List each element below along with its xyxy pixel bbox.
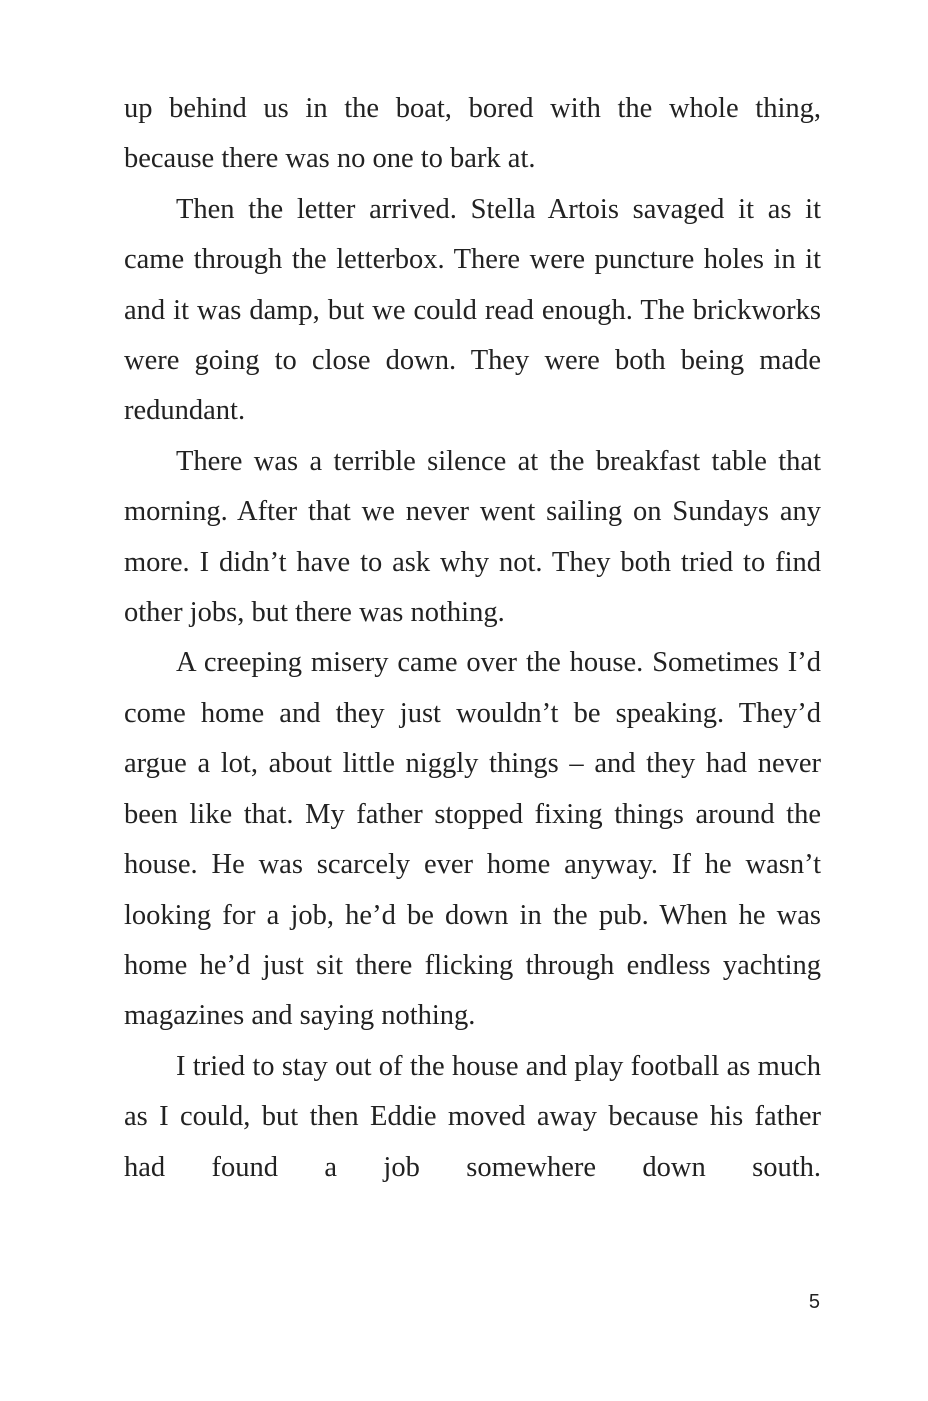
body-text <box>124 84 821 1193</box>
page-number: 5 <box>808 1291 820 1313</box>
paragraph-3: There was a terrible silence at the breakfast table that morning. After that we never went sailing on Sundays any more. I didn’t have to ask why not. They both tried to find other jobs, but there was nothing. <box>124 445 821 629</box>
paragraph-5: I tried to stay out of the house and play football as much as I could, but then Eddie moved away because his father had found a job somewhere down south. <box>124 1050 821 1183</box>
paragraph-4: A creeping misery came over the house. Sometimes I’d come home and they just wouldn’t be speaking. They’d argue a lot, about little niggly things – and they had never been like that. My father stopped fixing things around the house. He was scarcely ever home anyway. If he wasn’t looking for a job, he’d be down in the pub. When he was home he’d just sit there flicking through endless yachting magazines and saying nothing. <box>124 647 821 1032</box>
paragraph-1: up behind us in the boat, bored with the whole thing, because there was no one to bark at. <box>124 93 821 175</box>
paragraph-2: Then the letter arrived. Stella Artois savaged it as it came through the letterbox. There were puncture holes in it and it was damp, but we could read enough. The brickworks were going to close down. They were both being made redundant. <box>124 193 821 427</box>
